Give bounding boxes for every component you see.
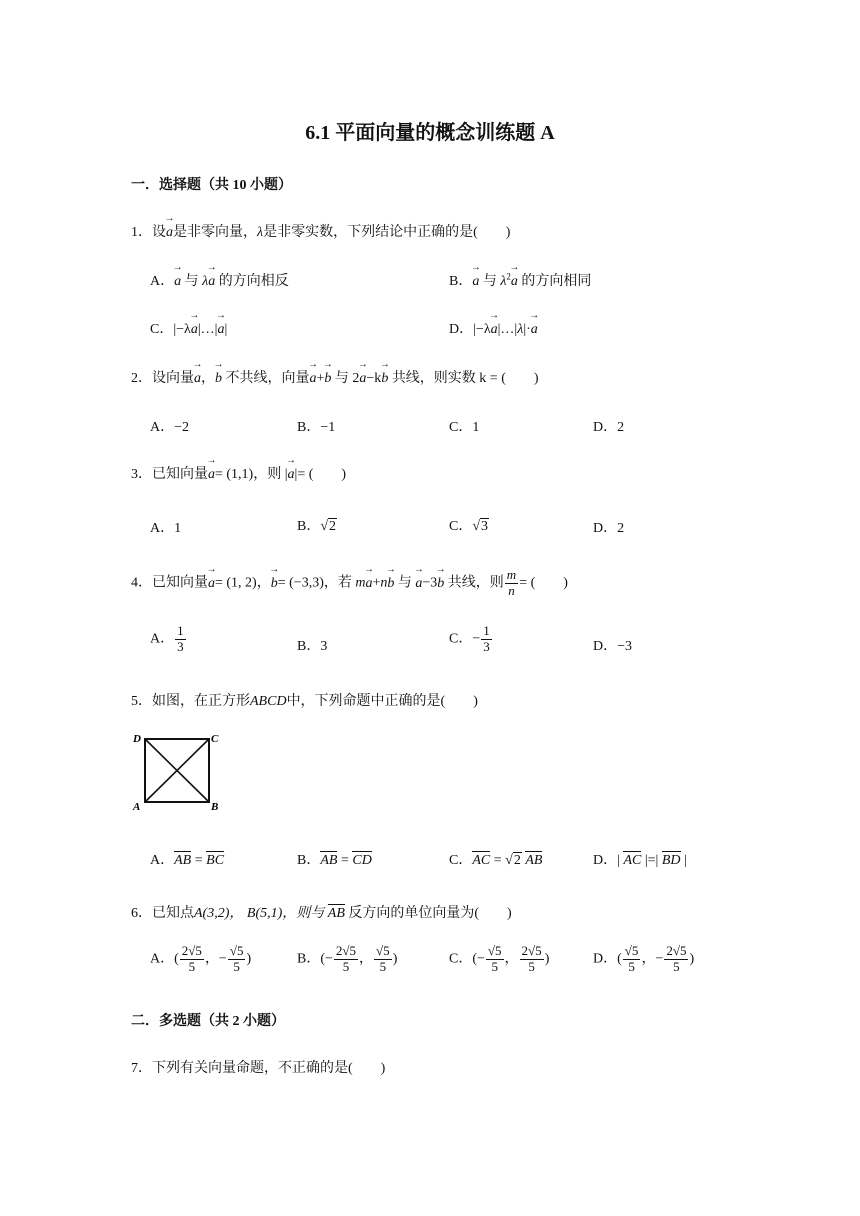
q2-option-b: B．−1 bbox=[297, 420, 336, 435]
q3-option-c: C．√3 bbox=[449, 519, 489, 534]
q6-option-a: A．( $\frac{2√5}{5}$ ，− $\frac{√5}{5}$ ) bbox=[150, 943, 252, 974]
q5-option-c: C．AC = √2 AB bbox=[449, 853, 543, 868]
question-2: 2．设向量→ a，→ b 不共线，向量→ a+→ b 与 2→ a−k→ b 共线，则实数 k = ( ) bbox=[131, 367, 539, 387]
q6-option-b: B．(− $\frac{2√5}{5}$ ， $\frac{√5}{5}$ ) bbox=[297, 943, 398, 974]
q2-option-c: C．1 bbox=[449, 420, 480, 435]
q5-option-d: D．| AC |=| BD | bbox=[593, 853, 687, 868]
question-4: 4．已知向量→ a= (1, 2)，→ b= (−3,3)，若 m→ a+n→ b 与 → a−3→ b 共线，则 $\frac{m}{n}$ = ( ) bbox=[131, 568, 568, 599]
q5-option-a: A．AB = BC bbox=[150, 853, 225, 868]
section-heading-single-choice: 一．选择题（共 10 小题） bbox=[131, 178, 292, 193]
q3-option-a: A．1 bbox=[150, 521, 182, 536]
q2-option-a: A．−2 bbox=[150, 420, 190, 435]
q6-option-d: D．( $\frac{√5}{5}$ ，− $\frac{2√5}{5}$ ) bbox=[593, 943, 695, 974]
q2-option-d: D．2 bbox=[593, 420, 625, 435]
q3-option-d: D．2 bbox=[593, 521, 625, 536]
question-3: 3．已知向量→ a= (1,1)，则 |→ a|= ( ) bbox=[131, 463, 346, 483]
vertex-label-d: D bbox=[133, 733, 141, 745]
vertex-label-b: B bbox=[211, 801, 219, 813]
question-7: 7．下列有关向量命题，不正确的是( ) bbox=[131, 1061, 386, 1076]
q1-option-a: A．→ a 与 λ→ a 的方向相反 bbox=[150, 270, 289, 290]
q6-option-c: C．(− $\frac{√5}{5}$ ， $\frac{2√5}{5}$ ) bbox=[449, 943, 550, 974]
q3-option-b: B．√2 bbox=[297, 519, 337, 534]
vertex-label-a: A bbox=[133, 801, 141, 813]
question-1: 1．设→ a是非零向量，λ是非零实数，下列结论中正确的是( ) bbox=[131, 221, 510, 241]
q1-option-c: C．|−λ→ a|…|→ a| bbox=[150, 318, 227, 338]
q4-option-b: B．3 bbox=[297, 639, 328, 654]
question-6: 6．已知点A(3,2)， B(5,1)，则与 AB 反方向的单位向量为( ) bbox=[131, 906, 512, 921]
q4-option-d: D．−3 bbox=[593, 639, 633, 654]
question-5: 5．如图，在正方形ABCD中，下列命题中正确的是( ) bbox=[131, 694, 478, 709]
square-abcd-figure bbox=[130, 730, 220, 816]
section-heading-multiple-choice: 二．多选题（共 2 小题） bbox=[131, 1014, 285, 1029]
page-title: 6.1 平面向量的概念训练题 A bbox=[305, 122, 555, 144]
q1-option-d: D．|−λ→ a|…|λ|·→ a bbox=[449, 318, 538, 338]
q4-option-a: A． $\frac{1}{3}$ bbox=[150, 623, 184, 654]
q4-option-c: C．− $\frac{1}{3}$ bbox=[449, 623, 490, 654]
q1-option-b: B．→ a 与 $\lambda^2\to a$ 的方向相同 bbox=[449, 270, 591, 290]
q5-option-b: B．AB = CD bbox=[297, 853, 372, 868]
vertex-label-c: C bbox=[211, 733, 219, 745]
